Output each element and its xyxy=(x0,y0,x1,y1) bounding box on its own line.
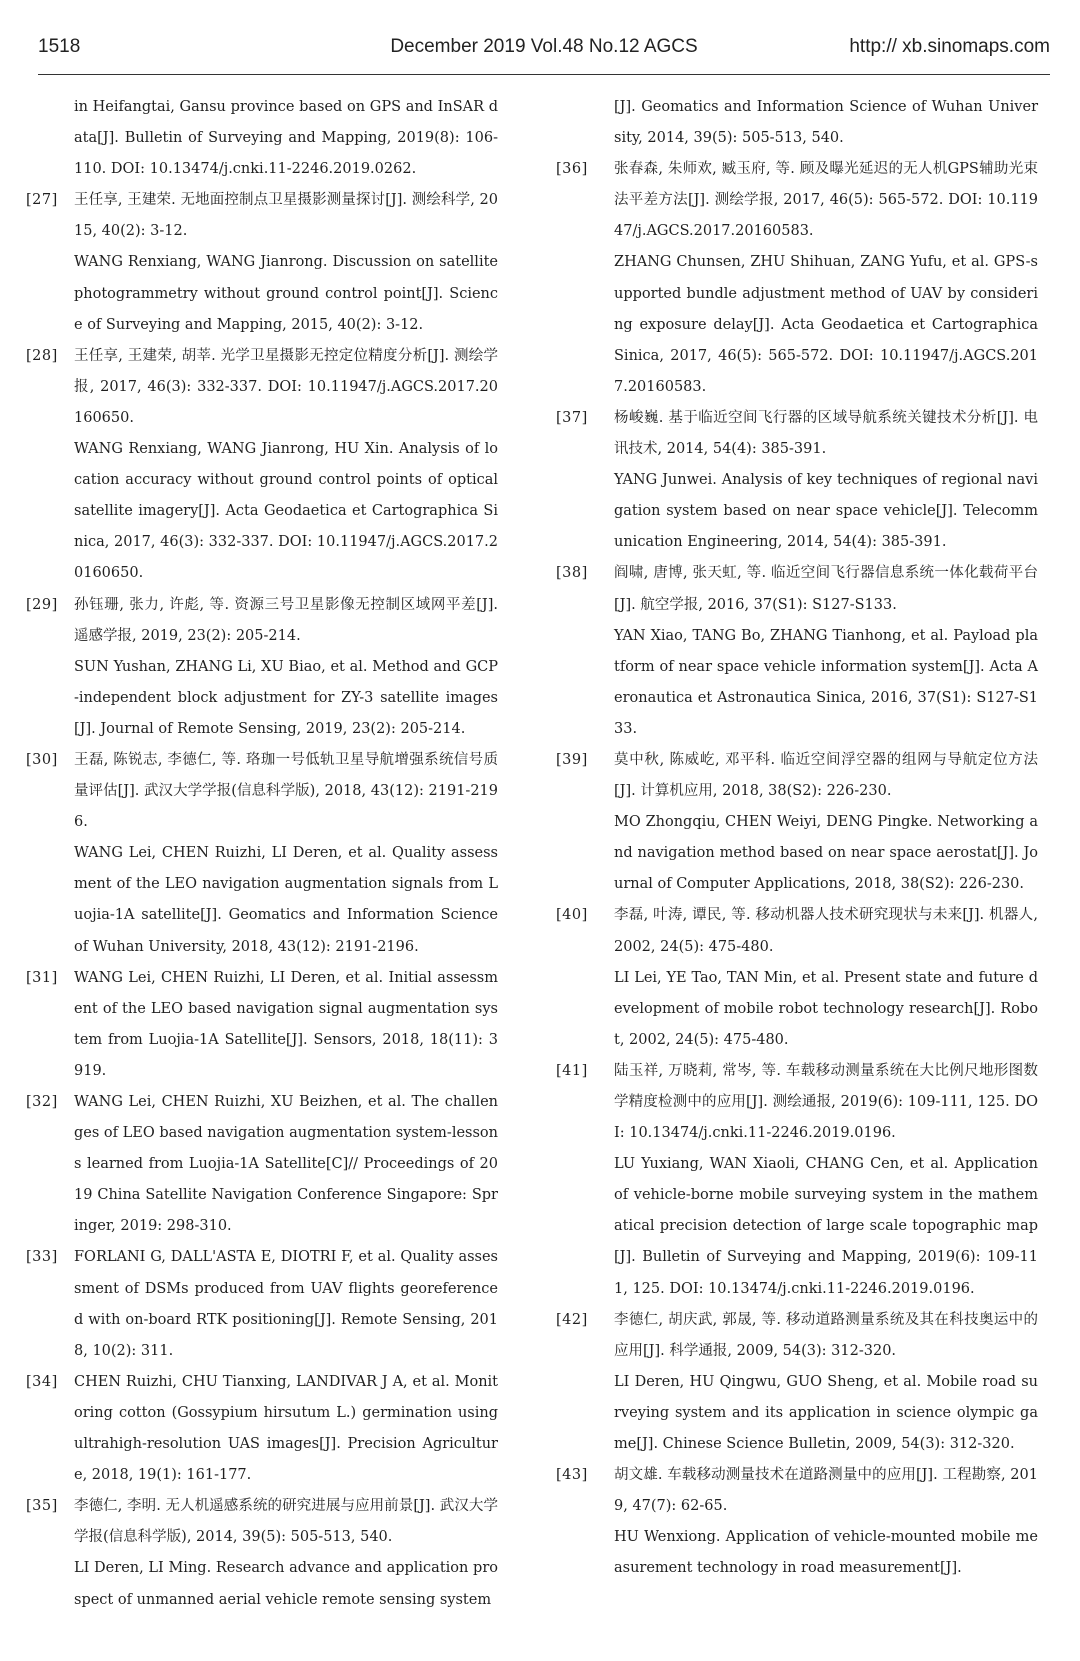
reference-text: 王任享, 王建荣, 胡莘. 光学卫星摄影无控定位精度分析[J]. 测绘学报, 2017, 46(3): 332-337. DOI: 10.11947/j.AGCS.2017.20160650. xyxy=(74,347,498,426)
reference-text: 莫中秋, 陈威屹, 邓平科. 临近空间浮空器的组网与导航定位方法[J]. 计算机应用, 2018, 38(S2): 226-230. xyxy=(614,751,1038,800)
reference-entry xyxy=(26,1491,498,1615)
journal-url: http:// xb.sinomaps.com xyxy=(849,36,1050,57)
reference-text: FORLANI G, DALL'ASTA E, DIOTRI F, et al. Quality assessment of DSMs produced from UAV flights georeferenced with on-board RTK positioning[J]. Remote Sensing, 2018, 10(2): 311. xyxy=(74,1249,498,1359)
reference-entry xyxy=(26,963,498,1087)
reference-entry xyxy=(556,1305,1038,1460)
reference-number: [34] xyxy=(26,1373,58,1390)
reference-entry xyxy=(26,1367,498,1491)
reference-number: [41] xyxy=(556,1062,588,1079)
reference-entry xyxy=(556,745,1038,900)
reference-entry xyxy=(556,1056,1038,1305)
reference-text: WANG Renxiang, WANG Jianrong, HU Xin. Analysis of location accuracy without ground control points of optical satellite imagery[J]. Acta Geodaetica et Cartographica Sinica, 2017, 46(3): 332-337. DOI: 10.11947/j.AGCS.2017.20160650. xyxy=(74,441,498,582)
reference-text: YANG Junwei. Analysis of key techniques of regional navigation system based on near space vehicle[J]. Telecommunication Engineering, 2014, 54(4): 385-391. xyxy=(614,472,1038,551)
reference-text: MO Zhongqiu, CHEN Weiyi, DENG Pingke. Networking and navigation method based on near space aerostat[J]. Journal of Computer Applications, 2018, 38(S2): 226-230. xyxy=(614,814,1038,893)
reference-text: HU Wenxiong. Application of vehicle-mounted mobile measurement technology in road measurement[J]. xyxy=(614,1529,1038,1577)
reference-text: LI Lei, YE Tao, TAN Min, et al. Present state and future development of mobile robot technology research[J]. Robot, 2002, 24(5): 475-480. xyxy=(614,969,1038,1048)
reference-number: [30] xyxy=(26,751,58,768)
reference-text: 胡文雄. 车载移动测量技术在道路测量中的应用[J]. 工程勘察, 2019, 47(7): 62-65. xyxy=(614,1467,1038,1515)
reference-text: 阎啸, 唐博, 张天虹, 等. 临近空间飞行器信息系统一体化载荷平台[J]. 航空学报, 2016, 37(S1): S127-S133. xyxy=(614,565,1038,613)
reference-number: [29] xyxy=(26,596,58,613)
reference-number: [36] xyxy=(556,161,588,178)
reference-text: LI Deren, LI Ming. Research advance and application prospect of unmanned aerial vehicle remote sensing system xyxy=(74,1560,498,1608)
reference-text: 李磊, 叶涛, 谭民, 等. 移动机器人技术研究现状与未来[J]. 机器人, 2002, 24(5): 475-480. xyxy=(614,907,1038,955)
reference-entry xyxy=(26,185,498,340)
reference-text: 陆玉祥, 万晓莉, 常岑, 等. 车载移动测量系统在大比例尺地形图数学精度检测中的应用[J]. 测绘通报, 2019(6): 109-111, 125. DOI: 10.13474/j.cnki.11-2246.2019.0196. xyxy=(614,1062,1038,1142)
reference-entry xyxy=(26,590,498,745)
reference-number: [33] xyxy=(26,1249,58,1266)
right-column xyxy=(556,92,1038,1585)
reference-text: ZHANG Chunsen, ZHU Shihuan, ZANG Yufu, et al. GPS-supported bundle adjustment method of UAV by considering exposure delay[J]. Acta Geodaetica et Cartographica Sinica, 2017, 46(5): 565-572. DOI: 10.11947/j.AGCS.2017.20160583. xyxy=(614,254,1038,395)
reference-number: [42] xyxy=(556,1311,588,1328)
reference-entry xyxy=(556,558,1038,745)
left-column xyxy=(26,92,498,1616)
reference-text: LU Yuxiang, WAN Xiaoli, CHANG Cen, et al. Application of vehicle-borne mobile surveying system in the mathematical precision detection of large scale topographic map[J]. Bulletin of Surveying and Mapping, 2019(6): 109-111, 125. DOI: 10.13474/j.cnki.11-2246.2019.0196. xyxy=(614,1156,1038,1297)
reference-text: LI Deren, HU Qingwu, GUO Sheng, et al. Mobile road surveying system and its application in science olympic game[J]. Chinese Science Bulletin, 2009, 54(3): 312-320. xyxy=(614,1373,1038,1453)
reference-number: [35] xyxy=(26,1498,58,1515)
reference-text: WANG Lei, CHEN Ruizhi, LI Deren, et al. Initial assessment of the LEO based navigation signal augmentation system from Luojia-1A Satellite[J]. Sensors, 2018, 18(11): 3919. xyxy=(74,969,498,1079)
reference-text: 杨峻巍. 基于临近空间飞行器的区域导航系统关键技术分析[J]. 电讯技术, 2014, 54(4): 385-391. xyxy=(614,409,1038,458)
reference-entry xyxy=(578,92,1038,154)
reference-number: [32] xyxy=(26,1094,58,1110)
reference-number: [31] xyxy=(26,969,58,986)
reference-text: SUN Yushan, ZHANG Li, XU Biao, et al. Method and GCP-independent block adjustment for ZY-3 satellite images[J]. Journal of Remote Sensing, 2019, 23(2): 205-214. xyxy=(74,658,498,737)
reference-text: 李德仁, 李明. 无人机遥感系统的研究进展与应用前景[J]. 武汉大学学报(信息科学版), 2014, 39(5): 505-513, 540. xyxy=(74,1498,498,1546)
reference-text: 李德仁, 胡庆武, 郭晟, 等. 移动道路测量系统及其在科技奥运中的应用[J]. 科学通报, 2009, 54(3): 312-320. xyxy=(614,1311,1038,1359)
reference-text: YAN Xiao, TANG Bo, ZHANG Tianhong, et al. Payload platform of near space vehicle information system[J]. Acta Aeronautica et Astronautica Sinica, 2016, 37(S1): S127-S133. xyxy=(614,627,1038,737)
journal-issue: December 2019 Vol.48 No.12 AGCS xyxy=(390,36,698,57)
page-number: 1518 xyxy=(38,36,81,57)
reference-entry xyxy=(556,403,1038,558)
reference-number: [39] xyxy=(556,751,588,768)
reference-text: WANG Lei, CHEN Ruizhi, LI Deren, et al. Quality assessment of the LEO navigation augmentation signals from Luojia-1A satellite[J]. Geomatics and Information Science of Wuhan University, 2018, 43(12): 2191-2196. xyxy=(74,845,498,955)
reference-number: [28] xyxy=(26,347,58,364)
reference-number: [43] xyxy=(556,1467,588,1484)
reference-entry xyxy=(26,1087,498,1242)
reference-entry xyxy=(556,900,1038,1055)
reference-entry xyxy=(26,341,498,590)
reference-number: [40] xyxy=(556,907,588,924)
reference-text: 王磊, 陈锐志, 李德仁, 等. 珞珈一号低轨卫星导航增强系统信号质量评估[J]. 武汉大学学报(信息科学版), 2018, 43(12): 2191-2196. xyxy=(74,751,498,831)
header-rule xyxy=(38,74,1050,75)
reference-text: WANG Renxiang, WANG Jianrong. Discussion on satellite photogrammetry without ground control point[J]. Science of Surveying and Mapping, 2015, 40(2): 3-12. xyxy=(74,254,498,333)
reference-text: WANG Lei, CHEN Ruizhi, XU Beizhen, et al. The challenges of LEO based navigation augmentation system-lessons learned from Luojia-1A Satellite[C]// Proceedings of 2019 China Satellite Navigation Conference Singapore: Springer, 2019: 298-310. xyxy=(74,1094,498,1235)
reference-entry xyxy=(38,92,498,185)
page-header xyxy=(38,36,1050,72)
reference-entry xyxy=(556,154,1038,403)
reference-number: [37] xyxy=(556,409,588,426)
reference-text: 孙钰珊, 张力, 许彪, 等. 资源三号卫星影像无控制区域网平差[J]. 遥感学报, 2019, 23(2): 205-214. xyxy=(74,596,498,644)
reference-number: [27] xyxy=(26,192,58,209)
reference-entry xyxy=(556,1460,1038,1584)
reference-text: CHEN Ruizhi, CHU Tianxing, LANDIVAR J A, et al. Monitoring cotton (Gossypium hirsutum L.) germination using ultrahigh-resolution UAS images[J]. Precision Agriculture, 2018, 19(1): 161-177. xyxy=(74,1373,498,1484)
reference-text: [J]. Geomatics and Information Science of Wuhan University, 2014, 39(5): 505-513, 540. xyxy=(614,99,1038,147)
reference-text: 王任享, 王建荣. 无地面控制点卫星摄影测量探讨[J]. 测绘科学, 2015, 40(2): 3-12. xyxy=(74,192,498,240)
reference-text: in Heifangtai, Gansu province based on GPS and InSAR data[J]. Bulletin of Surveying and Mapping, 2019(8): 106-110. DOI: 10.13474/j.cnki.11-2246.2019.0262. xyxy=(74,99,498,178)
reference-entry xyxy=(26,745,498,963)
reference-entry xyxy=(26,1242,498,1366)
reference-number: [38] xyxy=(556,565,588,582)
reference-text: 张春森, 朱师欢, 臧玉府, 等. 顾及曝光延迟的无人机GPS辅助光束法平差方法[J]. 测绘学报, 2017, 46(5): 565-572. DOI: 10.11947/j.AGCS.2017.20160583. xyxy=(614,161,1038,240)
